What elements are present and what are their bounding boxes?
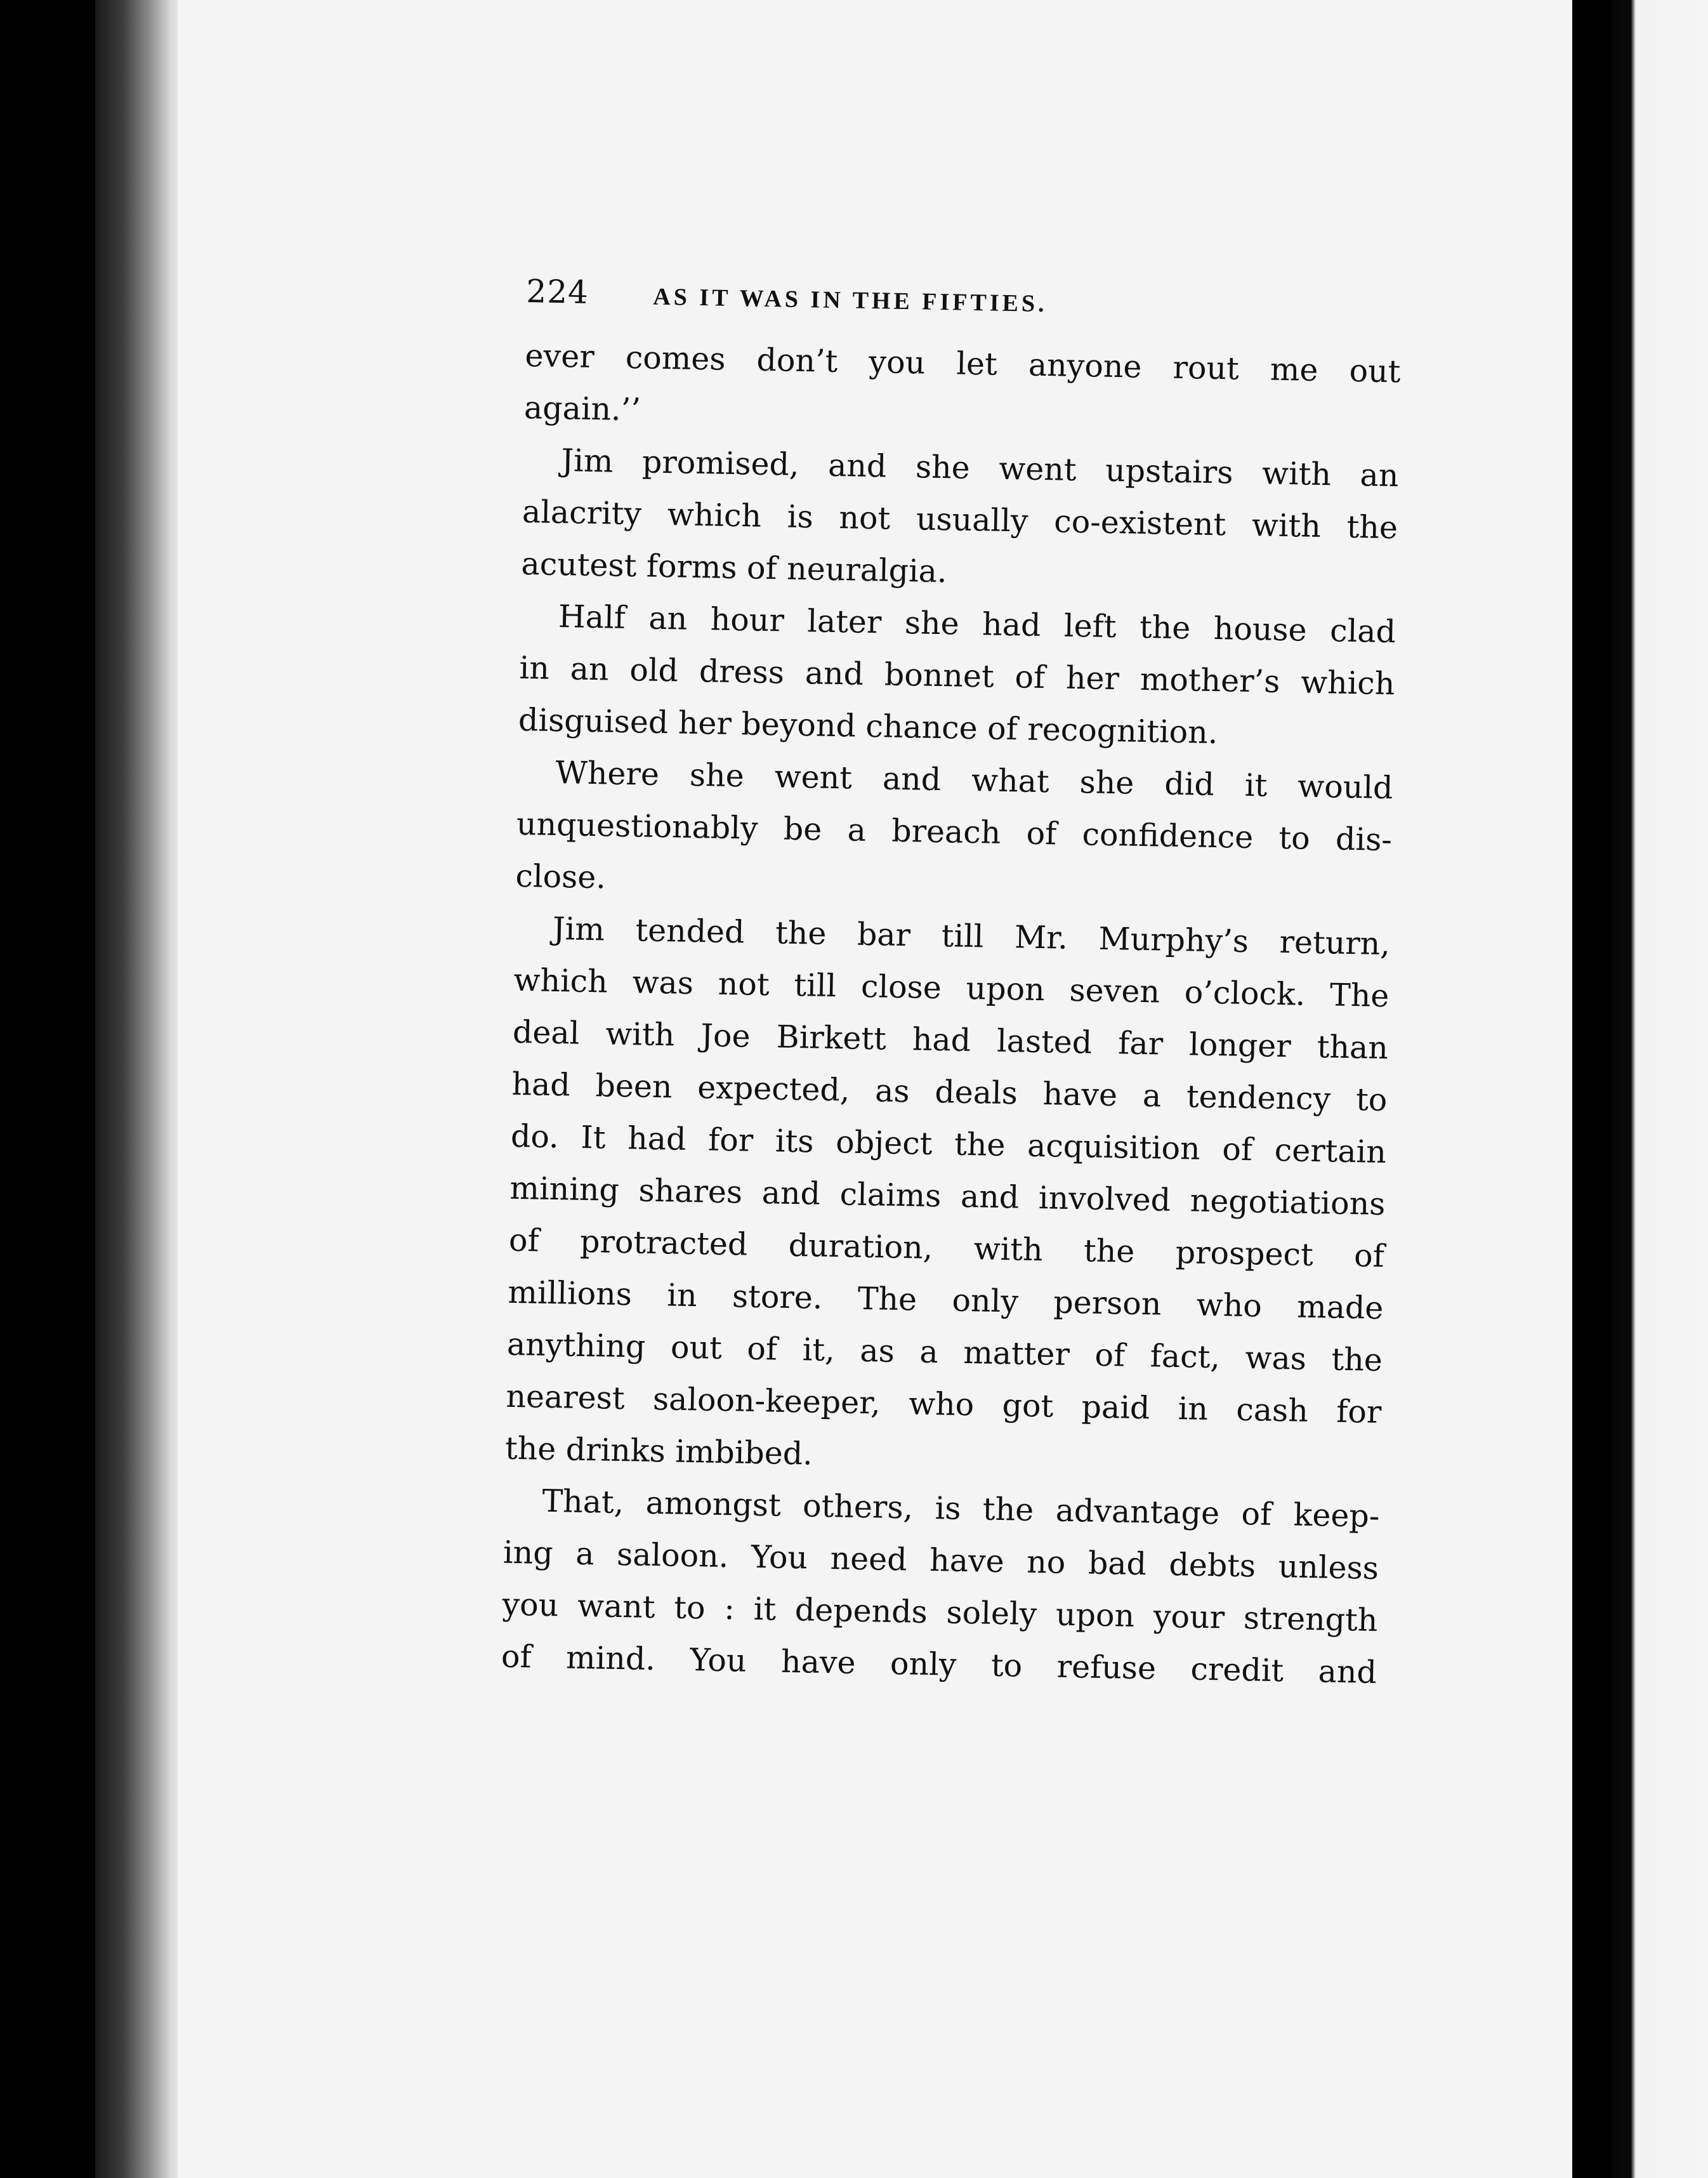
page-number: 224 — [525, 273, 589, 311]
text-line: of protracted duration, with the prospect of — [508, 1222, 1385, 1275]
text-line: you want to : it depends solely upon your strength — [502, 1586, 1378, 1639]
text-line: unquestionably be a breach of confidence to dis- — [516, 805, 1393, 859]
text-line: disguised her beyond chance of recognition. — [518, 701, 1218, 751]
text-line: which was not till close upon seven o’clock. The — [513, 961, 1389, 1015]
paragraph — [501, 1475, 1380, 1699]
paragraph — [521, 434, 1399, 606]
text-line: had been expected, as deals have a tendency to — [511, 1066, 1388, 1119]
text-line: acutest forms of neuralgia. — [521, 545, 948, 590]
text-line: close. — [515, 857, 607, 896]
text-line: millions in store. The only person who made — [508, 1274, 1384, 1327]
text-line: of mind. You have only to refuse credit and — [501, 1638, 1377, 1691]
page-edge-left — [95, 0, 184, 2178]
text-line: alacrity which is not usually co-existent with the — [522, 493, 1398, 546]
text-line: nearest saloon-keeper, who got paid in cash for — [506, 1378, 1382, 1430]
text-line: Where she went and what she did it would — [555, 754, 1393, 807]
text-line: That, amongst others, is the advantage of keep- — [542, 1482, 1380, 1534]
paragraph — [504, 902, 1390, 1491]
text-line: ing a saloon. You need have no bad debts unless — [503, 1534, 1379, 1587]
facing-page-edge — [1612, 0, 1708, 2178]
text-line: again.’’ — [523, 389, 641, 428]
text-line: in an old dress and bonnet of her mother’s which — [519, 649, 1395, 703]
text-line: anything out of it, as a matter of fact, was the — [506, 1326, 1383, 1378]
paragraph — [523, 330, 1401, 450]
text-line: ever comes don’t you let anyone rout me out — [525, 337, 1401, 390]
gutter-shadow — [1572, 0, 1612, 2178]
page-text-block — [501, 273, 1402, 1699]
paragraph — [515, 746, 1393, 918]
text-line: mining shares and claims and involved negotiations — [509, 1170, 1386, 1223]
text-line: Jim tended the bar till Mr. Murphy’s return, — [552, 910, 1391, 963]
text-line: do. It had for its object the acquisition of certain — [510, 1118, 1387, 1171]
text-line: Half an hour later she had left the house clad — [558, 598, 1396, 650]
running-title: AS IT WAS IN THE FIFTIES. — [652, 283, 1048, 318]
text-line: the drinks imbibed. — [504, 1430, 813, 1472]
text-line: deal with Joe Birkett had lasted far longer than — [512, 1013, 1389, 1067]
text-line: Jim promised, and she went upstairs with an — [561, 442, 1399, 494]
paragraph — [518, 590, 1396, 762]
